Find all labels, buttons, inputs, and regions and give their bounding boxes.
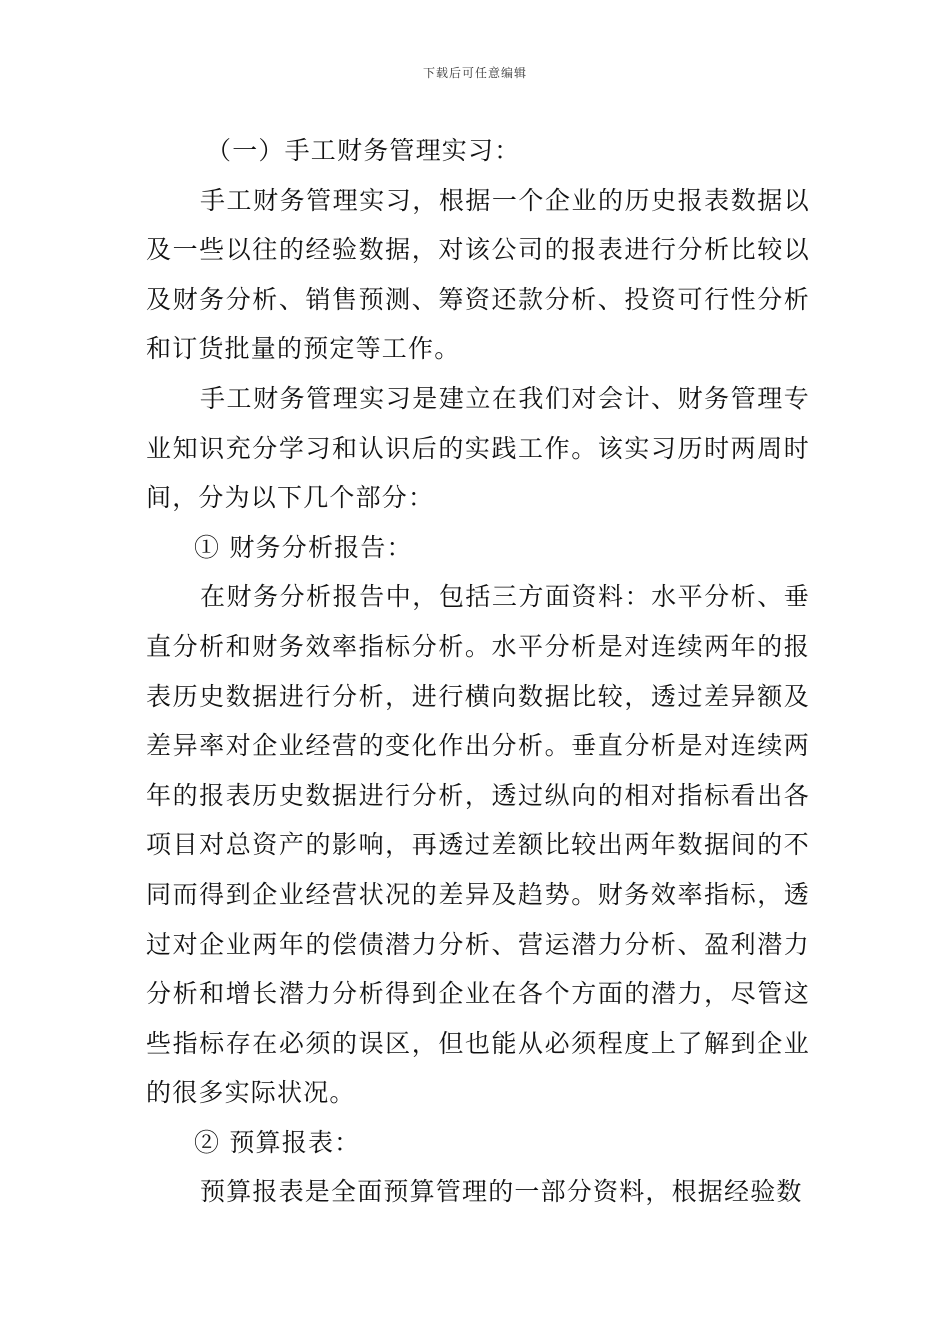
item-financial-analysis-title: ① 财务分析报告： <box>194 532 413 562</box>
item-budget-title: ② 预算报表： <box>194 1127 361 1157</box>
paragraph-financial-analysis: 在财务分析报告中，包括三方面资料：水平分析、垂直分析和财务效率指标分析。水平分析是对连续两年的报表历史数据进行分析，进行横向数据比较，透过差异额及差异率对企业经营的变化作出分析。垂直分析是对连续两年的报表历史数据进行分析，透过纵向的相对指标看出各项目对总资产的影响，再透过差额比较出两年数据间的不同而得到企业经营状况的差异及趋势。财务效率指标，透过对企业两年的偿债潜力分析、营运潜力分析、盈利潜力分析和增长潜力分析得到企业在各个方面的潜力，尽管这些指标存在必须的误区，但也能从必须程度上了解到企业的很多实际状况。 <box>146 582 810 1108</box>
page-header-note: 下载后可任意编辑 <box>422 66 527 80</box>
document-body <box>146 126 810 1217</box>
paragraph-overview: 手工财务管理实习是建立在我们对会计、财务管理专业知识充分学习和认识后的实践工作。该实习历时两周时间，分为以下几个部分： <box>146 383 810 513</box>
paragraph-intro: 手工财务管理实习，根据一个企业的历史报表数据以及一些以往的经验数据，对该公司的报表进行分析比较以及财务分析、销售预测、筹资还款分析、投资可行性分析和订货批量的预定等工作。 <box>146 185 810 364</box>
section-heading: （一）手工财务管理实习： <box>206 136 521 165</box>
paragraph-budget: 预算报表是全面预算管理的一部分资料，根据经验数 <box>200 1177 803 1207</box>
